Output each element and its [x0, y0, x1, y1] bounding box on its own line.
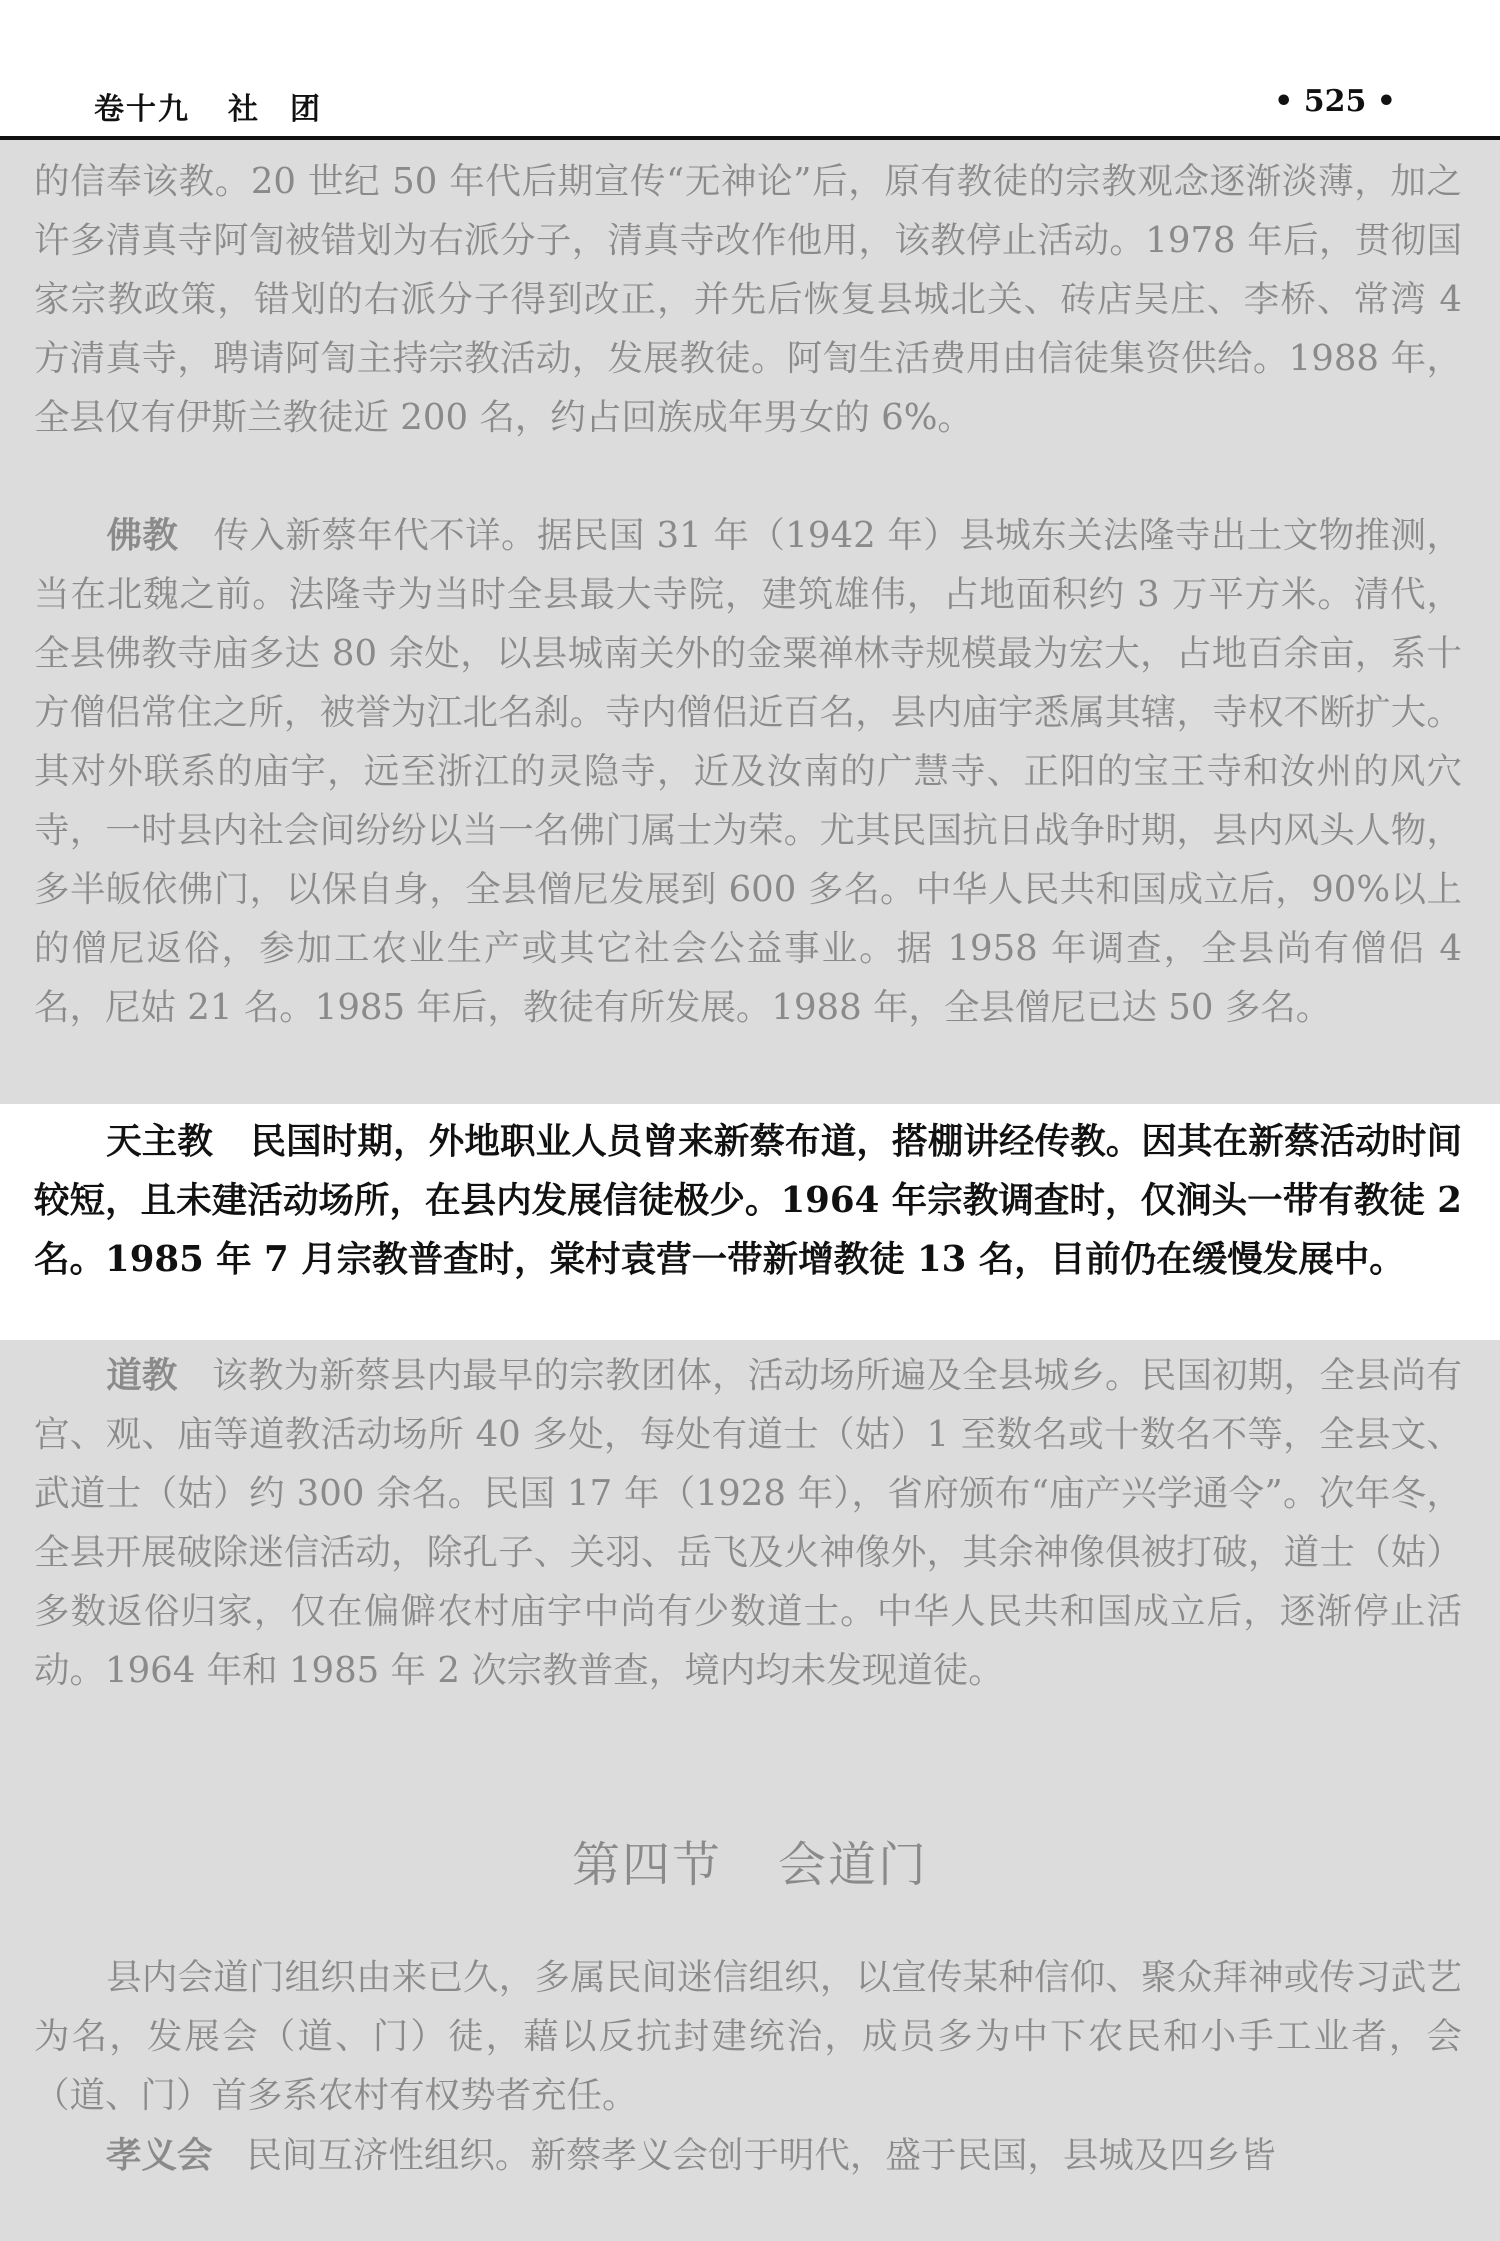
paragraph-intro: 县内会道门组织由来已久，多属民间迷信组织，以宣传某种信仰、聚众拜神或传习武艺为名，发展会（道、门）徒，藉以反抗封建统治，成员多为中下农民和小手工业者，会（道、门）首多系农村有权势者充任。	[34, 1957, 1462, 2116]
running-head	[94, 84, 322, 128]
term-catholicism: 天主教	[106, 1121, 214, 1162]
paragraph-islam-continued: 的信奉该教。20 世纪 50 年代后期宣传“无神论”后，原有教徒的宗教观念逐渐淡薄，加之许多清真寺阿訇被错划为右派分子，清真寺改作他用，该教停止活动。1978 年后，贯彻国家宗教政策，错划的右派分子得到改正，并先后恢复县城北关、砖店吴庄、李桥、常湾 4 方清真寺，聘请阿訇主持宗教活动，发展教徒。阿訇生活费用由信徒集资供给。1988 年，全县仅有伊斯兰教徒近 200 名，约占回族成年男女的 6%。	[34, 161, 1462, 438]
paragraph-xiaoyi: 孝义会 民间互济性组织。新蔡孝义会创于明代，盛于民国，县城及四乡皆	[106, 2135, 1276, 2176]
volume-label: 卷十九	[94, 92, 190, 127]
term-xiaoyi: 孝义会	[106, 2135, 213, 2176]
term-buddhism: 佛教	[106, 515, 179, 556]
section-title: 第四节 会道门	[571, 1837, 929, 1893]
term-taoism: 道教	[106, 1355, 178, 1396]
page-number: • 525 •	[1274, 84, 1396, 119]
page-header	[94, 80, 1396, 128]
paragraph-buddhism: 佛教 传入新蔡年代不详。据民国 31 年（1942 年）县城东关法隆寺出土文物推测，当在北魏之前。法隆寺为当时全县最大寺院，建筑雄伟，占地面积约 3 万平方米。清代，全县佛教寺庙多达 80 余处，以县城南关外的金粟禅林寺规模最为宏大，占地百余亩，系十方僧侣常住之所，被誉为江北名刹。寺内僧侣近百名，县内庙宇悉属其辖，寺权不断扩大。其对外联系的庙宇，远至浙江的灵隐寺，近及汝南的广慧寺、正阳的宝王寺和汝州的风穴寺，一时县内社会间纷纷以当一名佛门属士为荣。尤其民国抗日战争时期，县内风头人物，多半皈依佛门，以保自身，全县僧尼发展到 600 多名。中华人民共和国成立后，90%以上的僧尼返俗，参加工农业生产或其它社会公益事业。据 1958 年调查，全县尚有僧侣 4 名，尼姑 21 名。1985 年后，教徒有所发展。1988 年，全县僧尼已达 50 多名。	[34, 515, 1462, 1028]
paragraph-taoism: 道教 该教为新蔡县内最早的宗教团体，活动场所遍及全县城乡。民国初期，全县尚有宫、观、庙等道教活动场所 40 多处，每处有道士（姑）1 至数名或十数名不等，全县文、武道士（姑）约 300 余名。民国 17 年（1928 年），省府颁布“庙产兴学通令”。次年冬，全县开展破除迷信活动，除孔子、关羽、岳飞及火神像外，其余神像俱被打破，道士（姑）多数返俗归家，仅在偏僻农村庙宇中尚有少数道士。中华人民共和国成立后，逐渐停止活动。1964 年和 1985 年 2 次宗教普查，境内均未发现道徒。	[34, 1355, 1462, 1691]
paragraph-catholicism: 天主教 民国时期，外地职业人员曾来新蔡布道，搭棚讲经传教。因其在新蔡活动时间较短，且未建活动场所，在县内发展信徒极少。1964 年宗教调查时，仅涧头一带有教徒 2 名。1985 年 7 月宗教普查时，棠村袁营一带新增教徒 13 名，目前仍在缓慢发展中。	[34, 1121, 1462, 1280]
chapter-label-2: 团	[290, 92, 322, 127]
chapter-label-1: 社	[228, 92, 260, 127]
